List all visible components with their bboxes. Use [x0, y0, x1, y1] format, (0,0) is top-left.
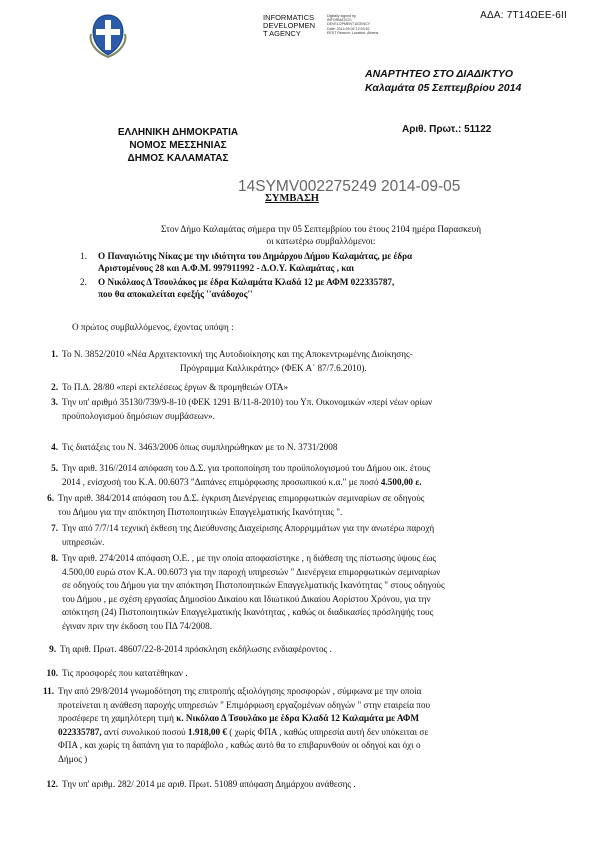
item-text-line: σε οδηγούς του Δήμου για την απόκτηση Πιστοποιητικών Επαγγελματικής Ικανότητας " στους οδηγούς — [62, 580, 445, 590]
item-text-line: προϋπολογισμού δημόσιων συμβάσεων». — [62, 410, 215, 421]
posting-title: ΑΝΑΡΤΗΤΕΟ ΣΤΟ ΔΙΑΔΙΚΤΥΟ — [365, 68, 514, 80]
item-text-line: Πρόγραμμα Καλλικράτης» (ΦΕΚ Α΄ 87/7.6.2010). — [180, 362, 367, 373]
item-text-line: 4.500,00 ευρώ στον Κ.Α. 00.6073 για την παροχή υπηρεσιών " Διενέργεια επιμορφωτικών σεμιναρίων — [62, 566, 441, 577]
intro-paragraph: Στον Δήμο Καλαμάτας σήμερα την 05 Σεπτεμβρίου του έτους 2104 ημέρα Παρασκευή οι κατωτέρω συμβαλλόμενοι: — [160, 224, 481, 246]
digital-signature-details: Digitally signed by INFORMATICS DEVELOPMENT AGENCY Date: 2014.09.05 12:03:52 EEST Reason: Location: Athens — [327, 14, 379, 35]
item-text-line: Το Ν. 3852/2010 «Νέα Αρχιτεκτονική της Αυτοδιοίκησης και της Αποκεντρωμένης Διοίκησης- — [62, 349, 413, 359]
item-text-line: του Δήμου , με σχέση εργασίας Δημοσίου Δικαίου και Ιδιωτικού Δικαίου Αορίστου Χρόνου, για την — [62, 593, 431, 604]
item-number: 5. — [51, 463, 58, 473]
protocol-number: Αριθ. Πρωτ.: 51122 — [402, 124, 492, 135]
greek-emblem-icon — [87, 12, 129, 58]
document-title: ΣΥΜΒΑΣΗ — [265, 193, 319, 204]
item-number: 1. — [51, 349, 58, 359]
item-text-line: Την από 29/8/2014 γνωμοδότηση της επιτροπής αξιολόγησης προσφορών , σύμφωνα με την οποία — [58, 686, 422, 696]
item-number: 2. — [51, 382, 58, 392]
item-text-line: Τη αριθ. Πρωτ. 48607/22-8-2014 πρόσκληση εκδήλωσης ενδιαφέροντος . — [60, 644, 332, 654]
item-number: 9. — [49, 644, 56, 654]
item-number: 10. — [46, 668, 58, 678]
item-text-line: Την αριθ. 316//2014 απόφαση του Δ.Σ. για τροποποίηση του προϋπολογισμού του Δήμου οικ. έτους — [62, 463, 431, 473]
party-2: 2. Ο Νικόλαος Δ Τσουλάκος με έδρα Καλαμάτα Κλαδά 12 με ΑΦΜ 022335787, που θα αποκαλείται εφεξής ''ανάδοχος'' — [80, 277, 395, 299]
item-text-line: έγιναν πριν την έκδοση του ΠΔ 74/2008. — [62, 620, 213, 631]
item-text-line: του Δήμου για την απόκτηση Πιστοποιητικών Επαγγελματικής Ικανότητας ". — [58, 506, 343, 517]
issuer-header: ΕΛΛΗΝΙΚΗ ΔΗΜΟΚΡΑΤΙΑ ΝΟΜΟΣ ΜΕΣΣΗΝΙΑΣ ΔΗΜΟΣ ΚΑΛΑΜΑΤΑΣ — [117, 127, 239, 164]
item-text-line: Τις διατάξεις του Ν. 3463/2006 όπως συμπληρώθηκαν με το Ν. 3731/2008 — [62, 442, 338, 452]
item-text-line: προτείνεται η ανάθεση παροχής υπηρεσιών " Επιμόρφωση εργαζομένων οδηγών " στην εταιρεία που — [58, 699, 431, 710]
item-text-line: Την υπ' αριθμ. 282/ 2014 με αριθ. Πρωτ. 51089 απόφαση Δημάρχου ανάθεσης . — [62, 779, 356, 789]
item-text-line: Το Π.Δ. 28/80 «περί εκτελέσεως έργων & προμηθειών ΟΤΑ» — [62, 382, 289, 392]
signature-agency-name: INFORMATICS DEVELOPMEN T AGENCY — [263, 13, 316, 38]
item-number: 12. — [46, 779, 58, 789]
item-text-line: Την αριθ. 384/2014 απόφαση του Δ.Σ. έγκριση Διενέργειας επιμορφωτικών σεμιναρίων σε οδηγούς — [58, 493, 425, 503]
item-number: 3. — [51, 397, 58, 407]
item-text-line: 2014 , ενίσχυσή του Κ.Α. 00.6073 "Δαπάνες επιμόρφωσης προσωπικού κ.α." με ποσό 4.500,00 ε. — [62, 476, 422, 487]
item-number: 8. — [51, 553, 58, 563]
party-1: 1. Ο Παναγιώτης Νίκας με την ιδιότητα του Δημάρχου Δήμου Καλαμάτας, με έδρα Αριστομένους 28 και Α.Φ.Μ. 997911992 - Δ.Ο.Υ. Καλαμάτας , και — [80, 251, 413, 273]
item-number: 11. — [43, 686, 54, 696]
item-number: 7. — [51, 523, 58, 533]
item-text-line: Την αριθ. 274/2014 απόφαση Ο.Ε. , με την οποία αποφασίστηκε , η διάθεση της πίστωσης ύψους έως — [62, 553, 437, 563]
item-text-line: Την από 7/7/14 τεχνική έκθεση της Διεύθυνσης Διαχείρισης Απορριμμάτων για την ανωτέρω παροχή — [62, 523, 435, 533]
item-text-line: Τις προσφορές που κατατέθηκαν . — [62, 668, 188, 678]
item-number: 6. — [47, 493, 54, 503]
ada-code: ΑΔΑ: 7Τ14ΩΕΕ-6ΙΙ — [480, 10, 567, 21]
item-number: 4. — [51, 442, 58, 452]
item-text-line: Δήμος ) — [58, 753, 88, 764]
item-text-line: προσέφερε τη χαμηλότερη τιμή κ. Νικόλαο Δ Τσουλάκο με έδρα Κλαδά 12 Καλαμάτα με ΑΦΜ — [58, 713, 420, 723]
posting-date: Καλαμάτα 05 Σεπτεμβρίου 2014 — [365, 82, 522, 94]
item-text-line: απόκτηση (24) Πιστοποιητικών Επαγγελματικής Ικανότητας , καθώς οι διαδικασίες πρόσληψής τους — [62, 607, 434, 617]
item-text-line: 022335787, αντί συνολικού ποσού 1.918,00 € ( χωρίς ΦΠΑ , καθώς υπηρεσία αυτή δεν υπόκειται σε — [58, 726, 429, 737]
document-stamp: 14SYMV002275249 2014-09-05 — [238, 178, 461, 195]
item-text-line: υπηρεσιών. — [62, 536, 105, 547]
item-text-line: ΦΠΑ , και χωρίς τη δαπάνη για το παράβολο , καθώς αυτό θα το επιβαρυνθούν οι οδηγοί και όχι ο — [58, 740, 421, 750]
item-text-line: Την υπ' αριθμό 35130/739/9-8-10 (ΦΕΚ 1291 Β/11-8-2010) του Υπ. Οικονομικών «περί νέων ορίων — [62, 397, 433, 407]
considering-line: Ο πρώτος συμβαλλόμενος, έχοντας υπόψη : — [72, 322, 234, 332]
posting-notice — [365, 67, 521, 95]
